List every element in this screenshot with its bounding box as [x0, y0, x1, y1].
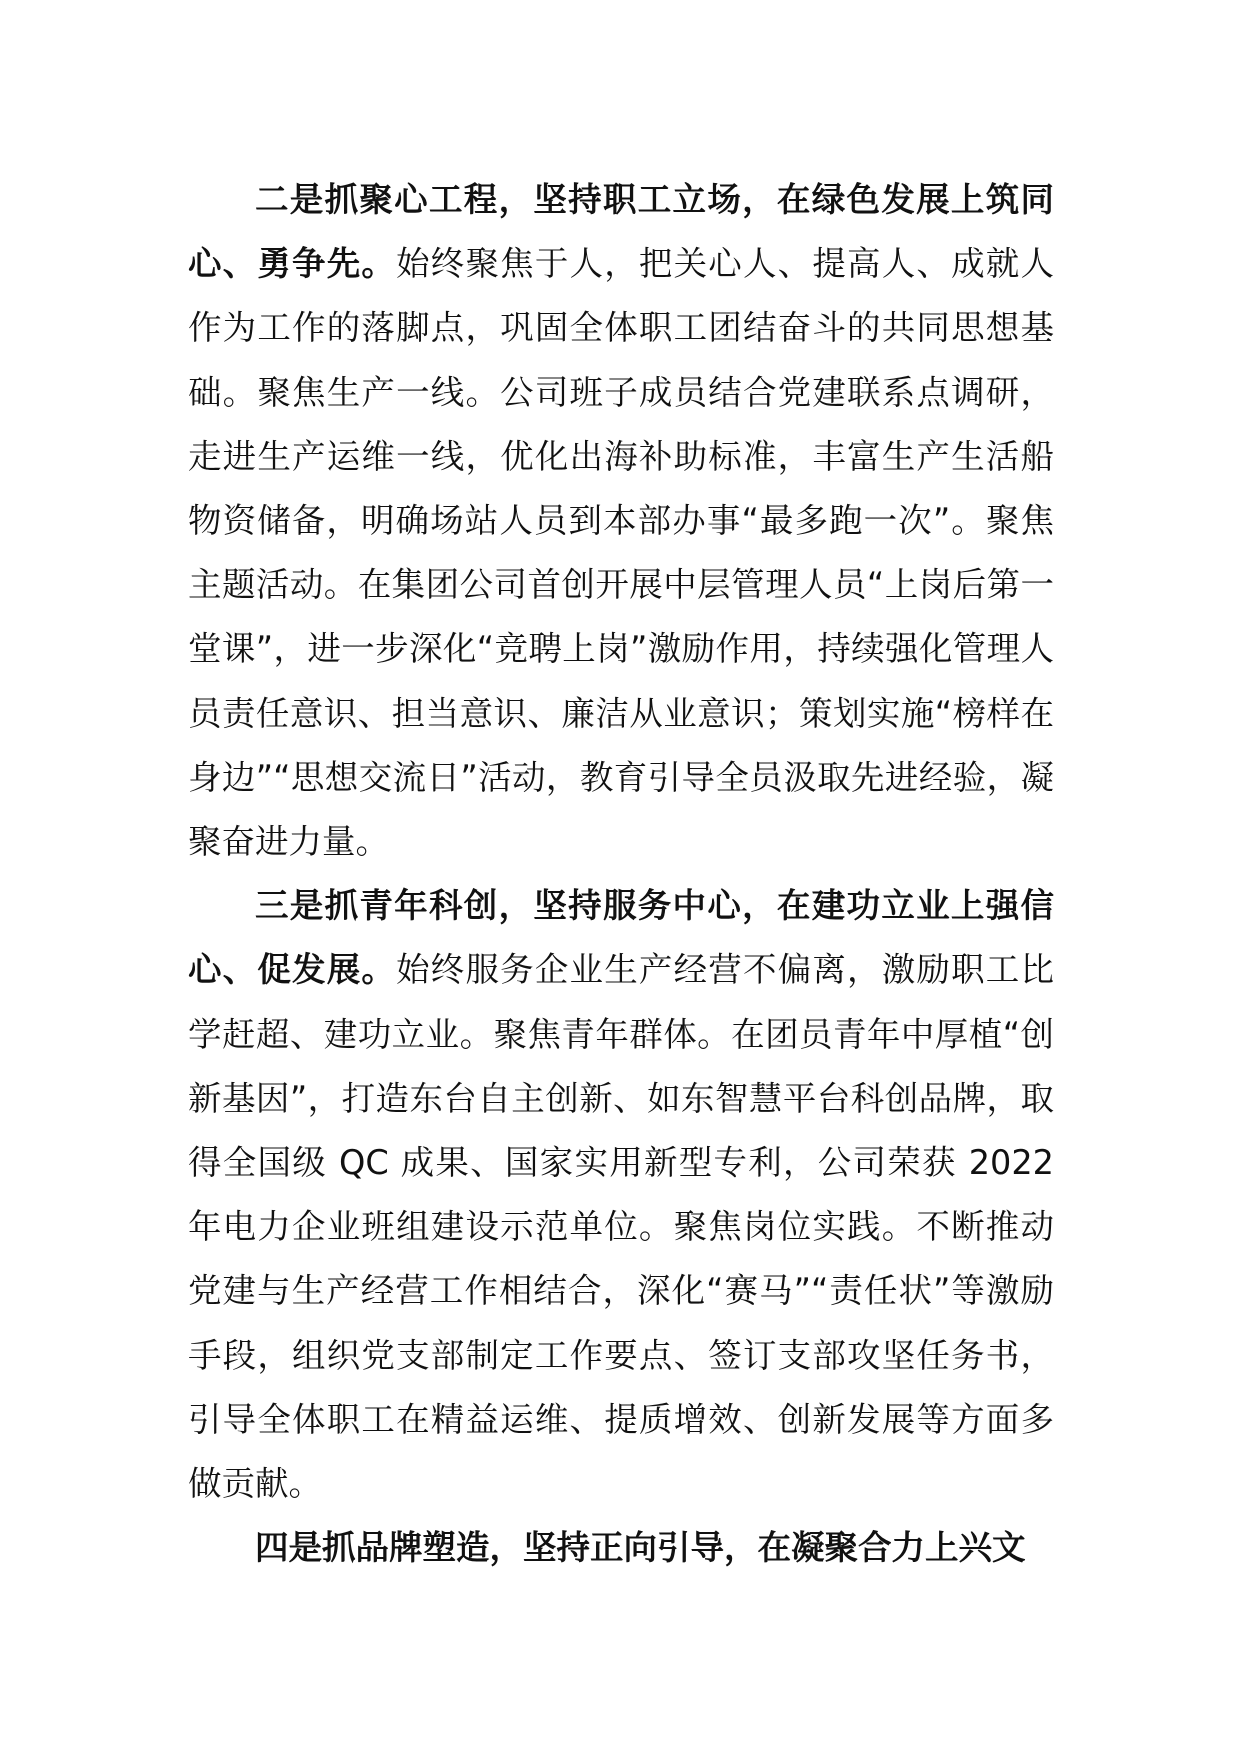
document-body	[188, 168, 1054, 1580]
paragraph-lead: 三是抓青年科创，坚持服务中心，在建功立业上强信心、促发展。	[188, 886, 1054, 990]
paragraph-four	[188, 1516, 1054, 1580]
paragraph-three	[188, 874, 1054, 1516]
paragraph-lead: 四是抓品牌塑造，坚持正向引导，在凝聚合力上兴文	[255, 1528, 1026, 1568]
paragraph-text: 始终聚焦于人，把关心人、提高人、成就人作为工作的落脚点，巩固全体职工团结奋斗的共同思想基础。聚焦生产一线。公司班子成员结合党建联系点调研，走进生产运维一线，优化出海补助标准，丰富生产生活船物资储备，明确场站人员到本部办事“最多跑一次”。聚焦主题活动。在集团公司首创开展中层管理人员“上岗后第一堂课”，进一步深化“竞聘上岗”激励作用，持续强化管理人员责任意识、担当意识、廉洁从业意识；策划实施“榜样在身边”“思想交流日”活动，教育引导全员汲取先进经验，凝聚奋进力量。	[188, 244, 1054, 862]
paragraph-text: 始终服务企业生产经营不偏离，激励职工比学赶超、建功立业。聚焦青年群体。在团员青年中厚植“创新基因”，打造东台自主创新、如东智慧平台科创品牌，取得全国级 QC 成果、国家实用新型专利，公司荣获 2022 年电力企业班组建设示范单位。聚焦岗位实践。不断推动党建与生产经营工作相结合，深化“赛马”“责任状”等激励手段，组织党支部制定工作要点、签订支部攻坚任务书，引导全体职工在精益运维、提质增效、创新发展等方面多做贡献。	[188, 950, 1054, 1504]
paragraph-lead: 二是抓聚心工程，坚持职工立场，在绿色发展上筑同心、勇争先。	[188, 180, 1054, 284]
paragraph-two	[188, 168, 1054, 874]
